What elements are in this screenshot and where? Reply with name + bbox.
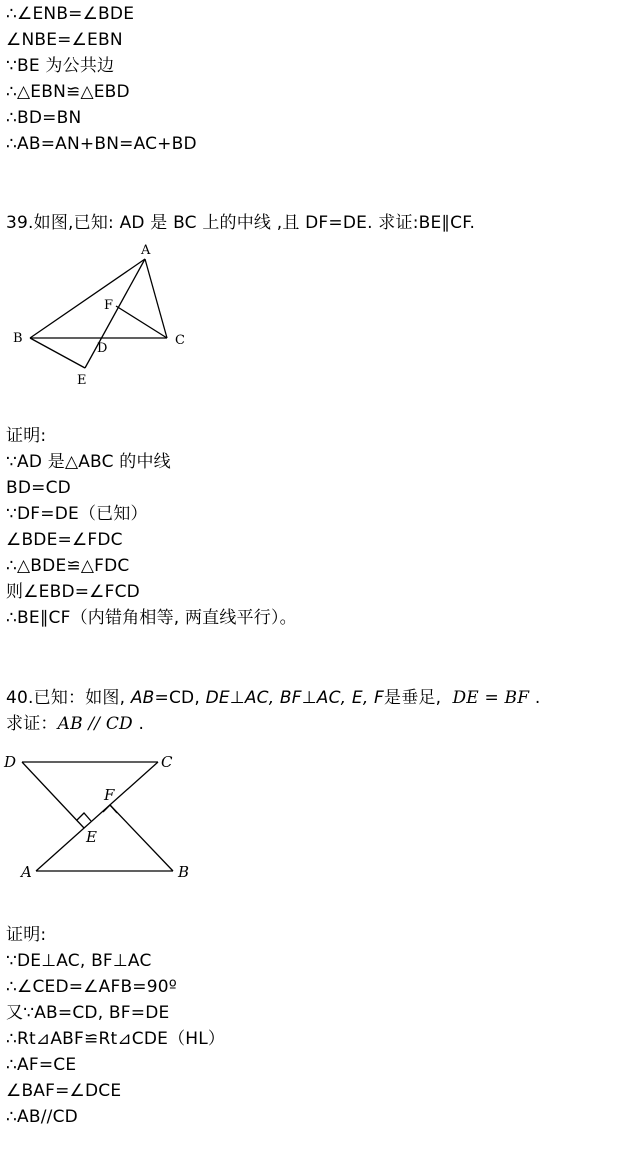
segment-CF bbox=[116, 306, 167, 338]
proof-line: ∠BAF=∠DCE bbox=[6, 1081, 122, 1101]
proof-line: ∵AD 是△ABC 的中线 bbox=[6, 452, 171, 472]
segment-AC bbox=[36, 762, 158, 871]
label-E: E bbox=[77, 373, 87, 388]
label-C: C bbox=[161, 753, 173, 771]
question-39-statement: 39.如图,已知: AD 是 BC 上的中线 ,且 DF=DE. 求证:BE∥CF. bbox=[6, 213, 476, 233]
label-B: B bbox=[178, 863, 190, 881]
proof-line: BD=CD bbox=[6, 478, 71, 498]
proof-line: ∵DF=DE（已知） bbox=[6, 504, 148, 524]
segment-BF bbox=[110, 805, 173, 871]
label-A: A bbox=[21, 863, 32, 881]
label-A: A bbox=[141, 243, 151, 258]
label-D: D bbox=[97, 341, 108, 356]
proof-line: 证明: bbox=[6, 426, 47, 446]
proof-line: ∴△BDE≌△FDC bbox=[6, 556, 130, 576]
segment-AB bbox=[30, 259, 145, 338]
proof-line: ∴BE∥CF（内错角相等, 两直线平行）。 bbox=[6, 608, 297, 628]
label-B: B bbox=[13, 331, 23, 346]
segment-AE bbox=[85, 259, 145, 368]
proof-line: ∴Rt⊿ABF≌Rt⊿CDE（HL） bbox=[6, 1029, 226, 1049]
proof-line: 又∵AB=CD, BF=DE bbox=[6, 1003, 170, 1023]
question-40-goal: 求证：AB // CD . bbox=[6, 714, 145, 734]
segment-DE bbox=[22, 762, 84, 828]
question-40-statement: 40.已知：如图, AB=CD, DE⊥AC, BF⊥AC, E, F是垂足, DE = BF . bbox=[6, 688, 541, 708]
proof-line: ∴∠ENB=∠BDE bbox=[6, 4, 135, 24]
proof-line: ∴BD=BN bbox=[6, 108, 82, 128]
proof-line: ∠NBE=∠EBN bbox=[6, 30, 123, 50]
label-E: E bbox=[86, 828, 97, 846]
label-F: F bbox=[104, 786, 115, 804]
label-D: D bbox=[4, 753, 17, 771]
proof-line: ∴△EBN≌△EBD bbox=[6, 82, 130, 102]
proof-line: ∵DE⊥AC, BF⊥AC bbox=[6, 951, 152, 971]
proof-line: ∴AB//CD bbox=[6, 1107, 78, 1127]
proof-line: ∴∠CED=∠AFB=90º bbox=[6, 977, 177, 997]
proof-line: ∴AB=AN+BN=AC+BD bbox=[6, 134, 197, 154]
proof-line: ∴AF=CE bbox=[6, 1055, 77, 1075]
proof-line: ∠BDE=∠FDC bbox=[6, 530, 123, 550]
segment-BE bbox=[30, 338, 85, 368]
proof-line: 则∠EBD=∠FCD bbox=[6, 582, 140, 602]
proof-line: ∵BE 为公共边 bbox=[6, 56, 115, 76]
right-angle-mark-F bbox=[103, 805, 117, 813]
proof-line: 证明: bbox=[6, 925, 47, 945]
label-C: C bbox=[175, 333, 185, 348]
right-angle-mark-E bbox=[77, 813, 91, 821]
segment-AC bbox=[145, 259, 167, 338]
label-F: F bbox=[104, 298, 114, 313]
